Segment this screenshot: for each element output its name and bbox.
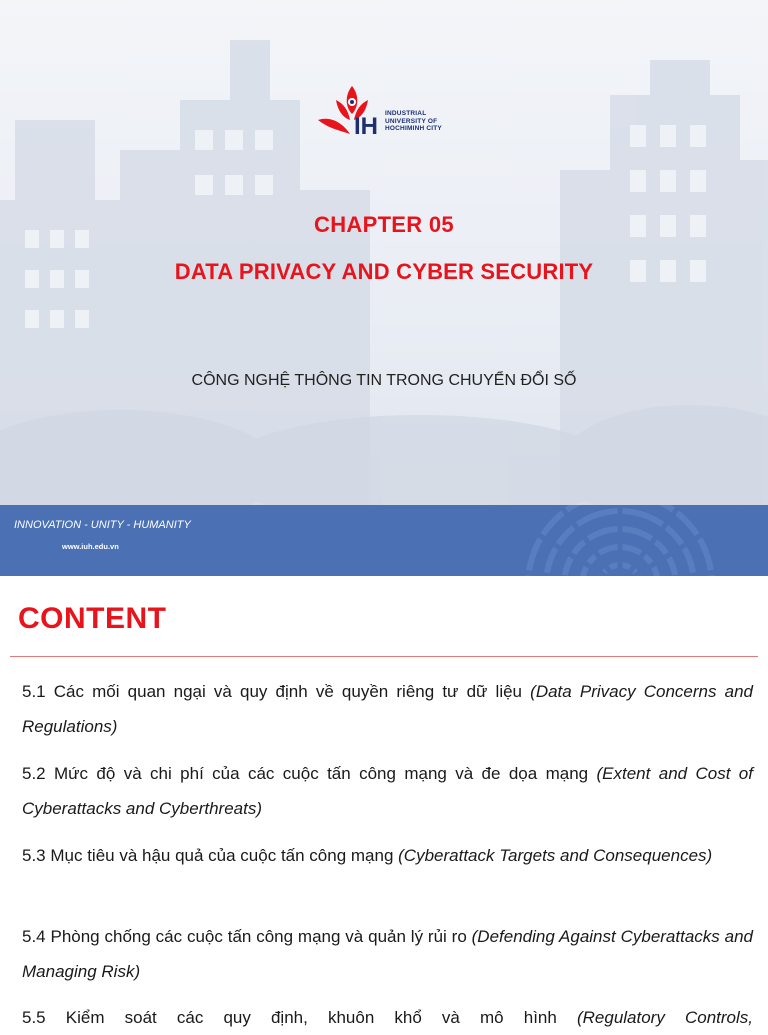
toc-item-en: (Extent and Cost of Cyberattacks and Cyberthreats) — [22, 764, 753, 818]
logo-line-1: INDUSTRIAL — [385, 110, 427, 117]
course-name: CÔNG NGHỆ THÔNG TIN TRONG CHUYỂN ĐỔI SỐ — [191, 372, 577, 389]
toc-item-5-4 — [22, 919, 753, 989]
website-link[interactable]: www.iuh.edu.vn — [62, 542, 119, 551]
toc-item-en: (Regulatory Controls, — [576, 1008, 753, 1027]
logo-line-3: HOCHIMINH CITY — [385, 125, 442, 132]
toc-item-5-2 — [22, 756, 753, 826]
divider — [10, 656, 758, 657]
toc-item-en: (Defending Against Cyberattacks and Managing Risk) — [22, 927, 754, 981]
toc-item-en: (Data Privacy Concerns and Regulations) — [22, 682, 753, 736]
toc-item-5-3 — [22, 838, 753, 873]
toc-item-vi: 5.5 Kiểm soát các quy định, khuôn khổ và mô hình — [22, 1008, 577, 1027]
content-slide — [0, 576, 768, 1027]
toc-item-vi: 5.3 Mục tiêu và hậu quả của cuộc tấn công mạng — [22, 846, 399, 865]
toc-item-5-1 — [22, 674, 753, 744]
toc-item-vi: 5.4 Phòng chống các cuộc tấn công mạng và quản lý rủi ro — [22, 927, 472, 946]
toc-item-vi: 5.2 Mức độ và chi phí của các cuộc tấn công mạng và đe dọa mạng — [22, 764, 597, 783]
motto: INNOVATION - UNITY - HUMANITY — [14, 519, 191, 531]
content-heading: CONTENT — [18, 602, 167, 635]
decorative-pattern-icon — [470, 505, 768, 576]
logo-line-2: UNIVERSITY OF — [385, 117, 438, 125]
toc-item-en: (Cyberattack Targets and Consequences) — [398, 846, 713, 865]
chapter-title: CHAPTER 05 — [314, 212, 454, 237]
logo-text — [385, 110, 475, 133]
logo-letters: IH — [354, 113, 378, 138]
campus-background-image — [0, 0, 768, 505]
toc-item-vi: 5.1 Các mối quan ngại và quy định về quyền riêng tư dữ liệu — [22, 682, 531, 701]
chapter-subtitle: DATA PRIVACY AND CYBER SECURITY — [174, 259, 594, 284]
toc-item-5-5 — [22, 1000, 753, 1035]
footer-band — [0, 505, 768, 576]
